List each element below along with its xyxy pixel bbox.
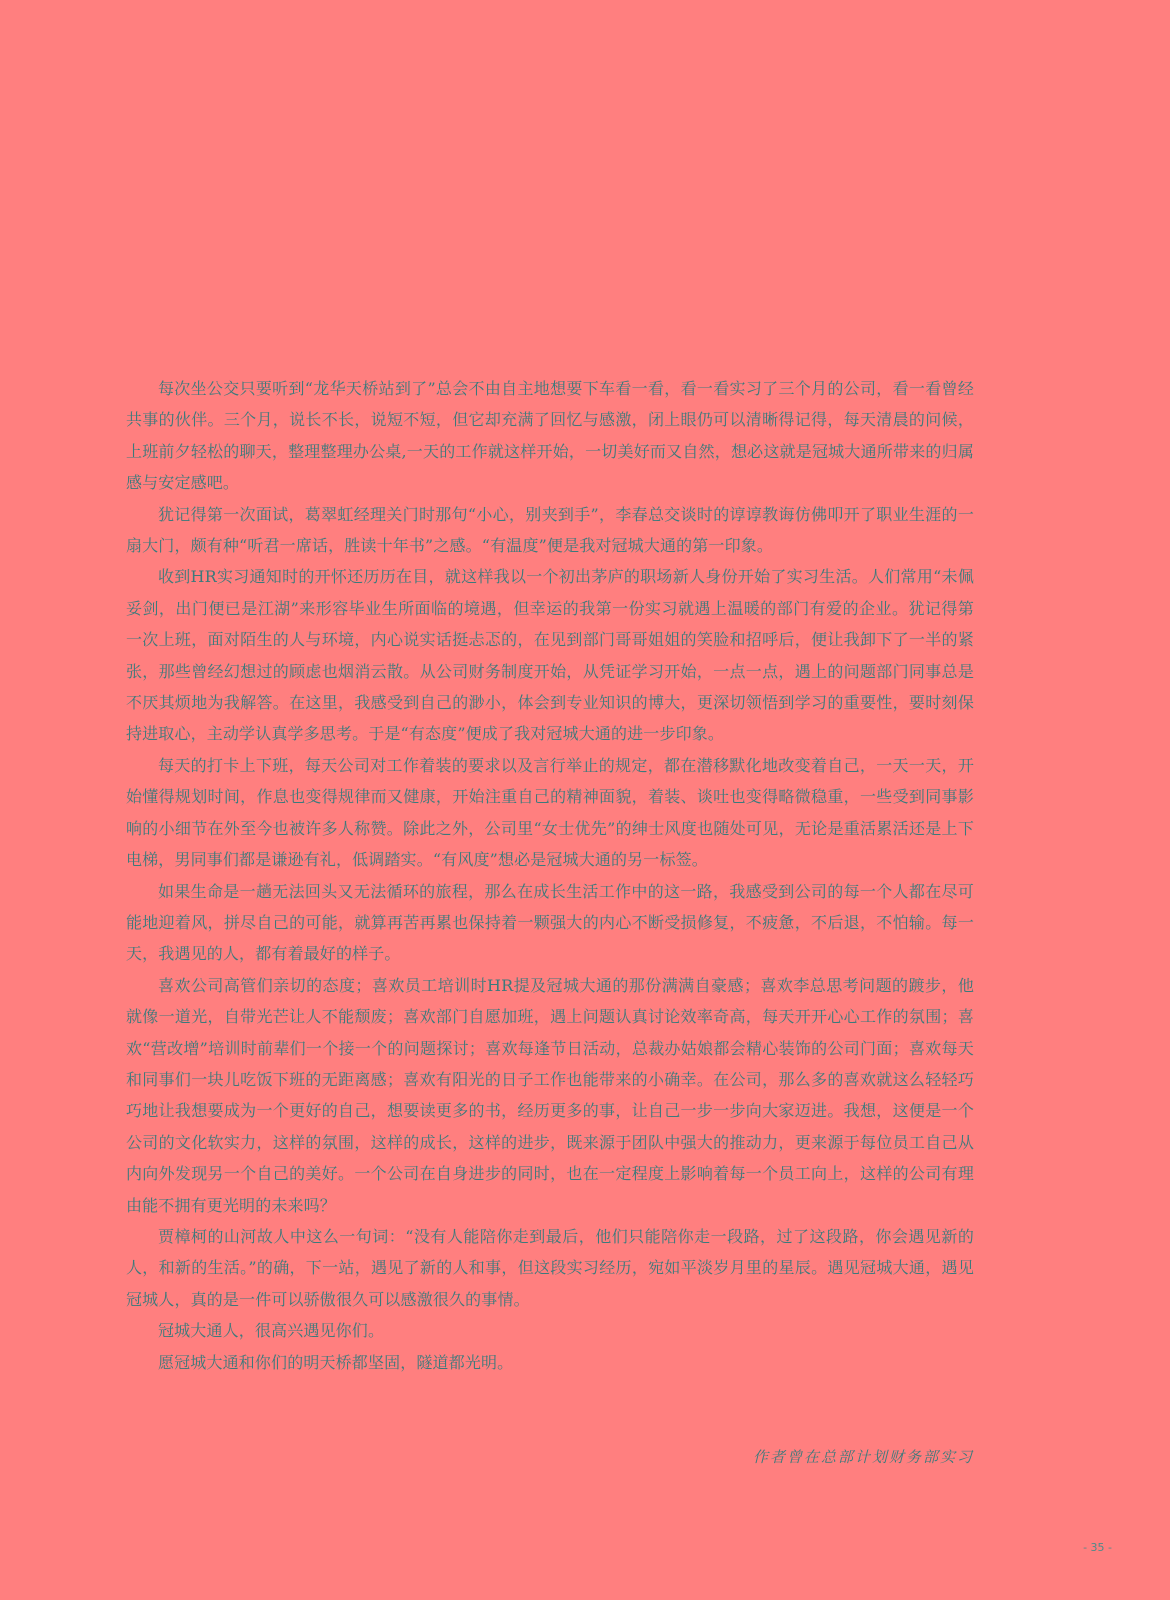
paragraph: 每天的打卡上下班，每天公司对工作着装的要求以及言行举止的规定，都在潜移默化地改变着自己，一天一天，开始懂得规划时间，作息也变得规律而又健康，开始注重自己的精神面貌，着装、谈吐也变得略微稳重，一些受到同事影响的小细节在外至今也被许多人称赞。除此之外，公司里“女士优先”的绅士风度也随处可见，无论是重活累活还是上下电梯，男同事们都是谦逊有礼，低调踏实。“有风度”想必是冠城大通的另一标签。 <box>126 755 974 870</box>
article-body <box>126 373 974 1378</box>
paragraph: 贾樟柯的山河故人中这么一句词：“没有人能陪你走到最后，他们只能陪你走一段路，过了这段路，你会遇见新的人，和新的生活。”的确，下一站，遇见了新的人和事，但这段实习经历，宛如平淡岁月里的星辰。遇见冠城大通，遇见冠城人，真的是一件可以骄傲很久可以感激很久的事情。 <box>126 1226 974 1309</box>
paragraph: 如果生命是一趟无法回头又无法循环的旅程，那么在成长生活工作中的这一路，我感受到公司的每一个人都在尽可能地迎着风，拼尽自己的可能，就算再苦再累也保持着一颗强大的内心不断受损修复，不疲惫，不后退，不怕输。每一天，我遇见的人，都有着最好的样子。 <box>126 881 974 964</box>
paragraph: 愿冠城大通和你们的明天桥都坚固，隧道都光明。 <box>158 1352 514 1372</box>
paragraph: 收到HR实习通知时的开怀还历历在目，就这样我以一个初出茅庐的职场新人身份开始了实习生活。人们常用“未佩妥剑，出门便已是江湖”来形容毕业生所面临的境遇，但幸运的我第一份实习就遇上温暖的部门有爱的企业。犹记得第一次上班，面对陌生的人与环境，内心说实话挺忐忑的，在见到部门哥哥姐姐的笑脸和招呼后，便让我卸下了一半的紧张，那些曾经幻想过的顾虑也烟消云散。从公司财务制度开始，从凭证学习开始，一点一点，遇上的问题部门同事总是不厌其烦地为我解答。在这里，我感受到自己的渺小，体会到专业知识的博大，更深切领悟到学习的重要性，要时刻保持进取心，主动学认真学多思考。于是“有态度”便成了我对冠城大通的进一步印象。 <box>126 567 974 744</box>
paragraph: 每次坐公交只要听到“龙华天桥站到了”总会不由自主地想要下车看一看，看一看实习了三个月的公司，看一看曾经共事的伙伴。三个月，说长不长，说短不短，但它却充满了回忆与感激，闭上眼仍可以清晰得记得，每天清晨的问候，上班前夕轻松的聊天，整理整理办公桌,一天的工作就这样开始，一切美好而又自然，想必这就是冠城大通所带来的归属感与安定感吧。 <box>126 379 974 493</box>
paragraph: 冠城大通人，很高兴遇见你们。 <box>158 1321 385 1341</box>
paragraph: 喜欢公司高管们亲切的态度；喜欢员工培训时HR提及冠城大通的那份满满自豪感；喜欢李总思考问题的踱步，他就像一道光，自带光芒让人不能颓废；喜欢部门自愿加班，遇上问题认真讨论效率奇高，每天开开心心工作的氛围；喜欢“营改增”培训时前辈们一个接一个的问题探讨；喜欢每逢节日活动，总裁办姑娘都会精心装饰的公司门面；喜欢每天和同事们一块儿吃饭下班的无距离感；喜欢有阳光的日子工作也能带来的小确幸。在公司，那么多的喜欢就这么轻轻巧巧地让我想要成为一个更好的自己，想要读更多的书，经历更多的事，让自己一步一步向大家迈进。我想，这便是一个公司的文化软实力，这样的氛围，这样的成长，这样的进步，既来源于团队中强大的推动力，更来源于每位员工自己从内向外发现另一个自己的美好。一个公司在自身进步的同时，也在一定程度上影响着每一个员工向上，这样的公司有理由能不拥有更光明的未来吗？ <box>126 975 974 1215</box>
paragraph: 犹记得第一次面试，葛翠虹经理关门时那句“小心，别夹到手”，李春总交谈时的谆谆教诲仿佛叩开了职业生涯的一扇大门，颇有种“听君一席话，胜读十年书”之感。“有温度”便是我对冠城大通的第一印象。 <box>126 504 974 556</box>
author-note: 作者曾在总部计划财务部实习 <box>752 1448 974 1466</box>
page-number: - 35 - <box>1083 1541 1112 1554</box>
